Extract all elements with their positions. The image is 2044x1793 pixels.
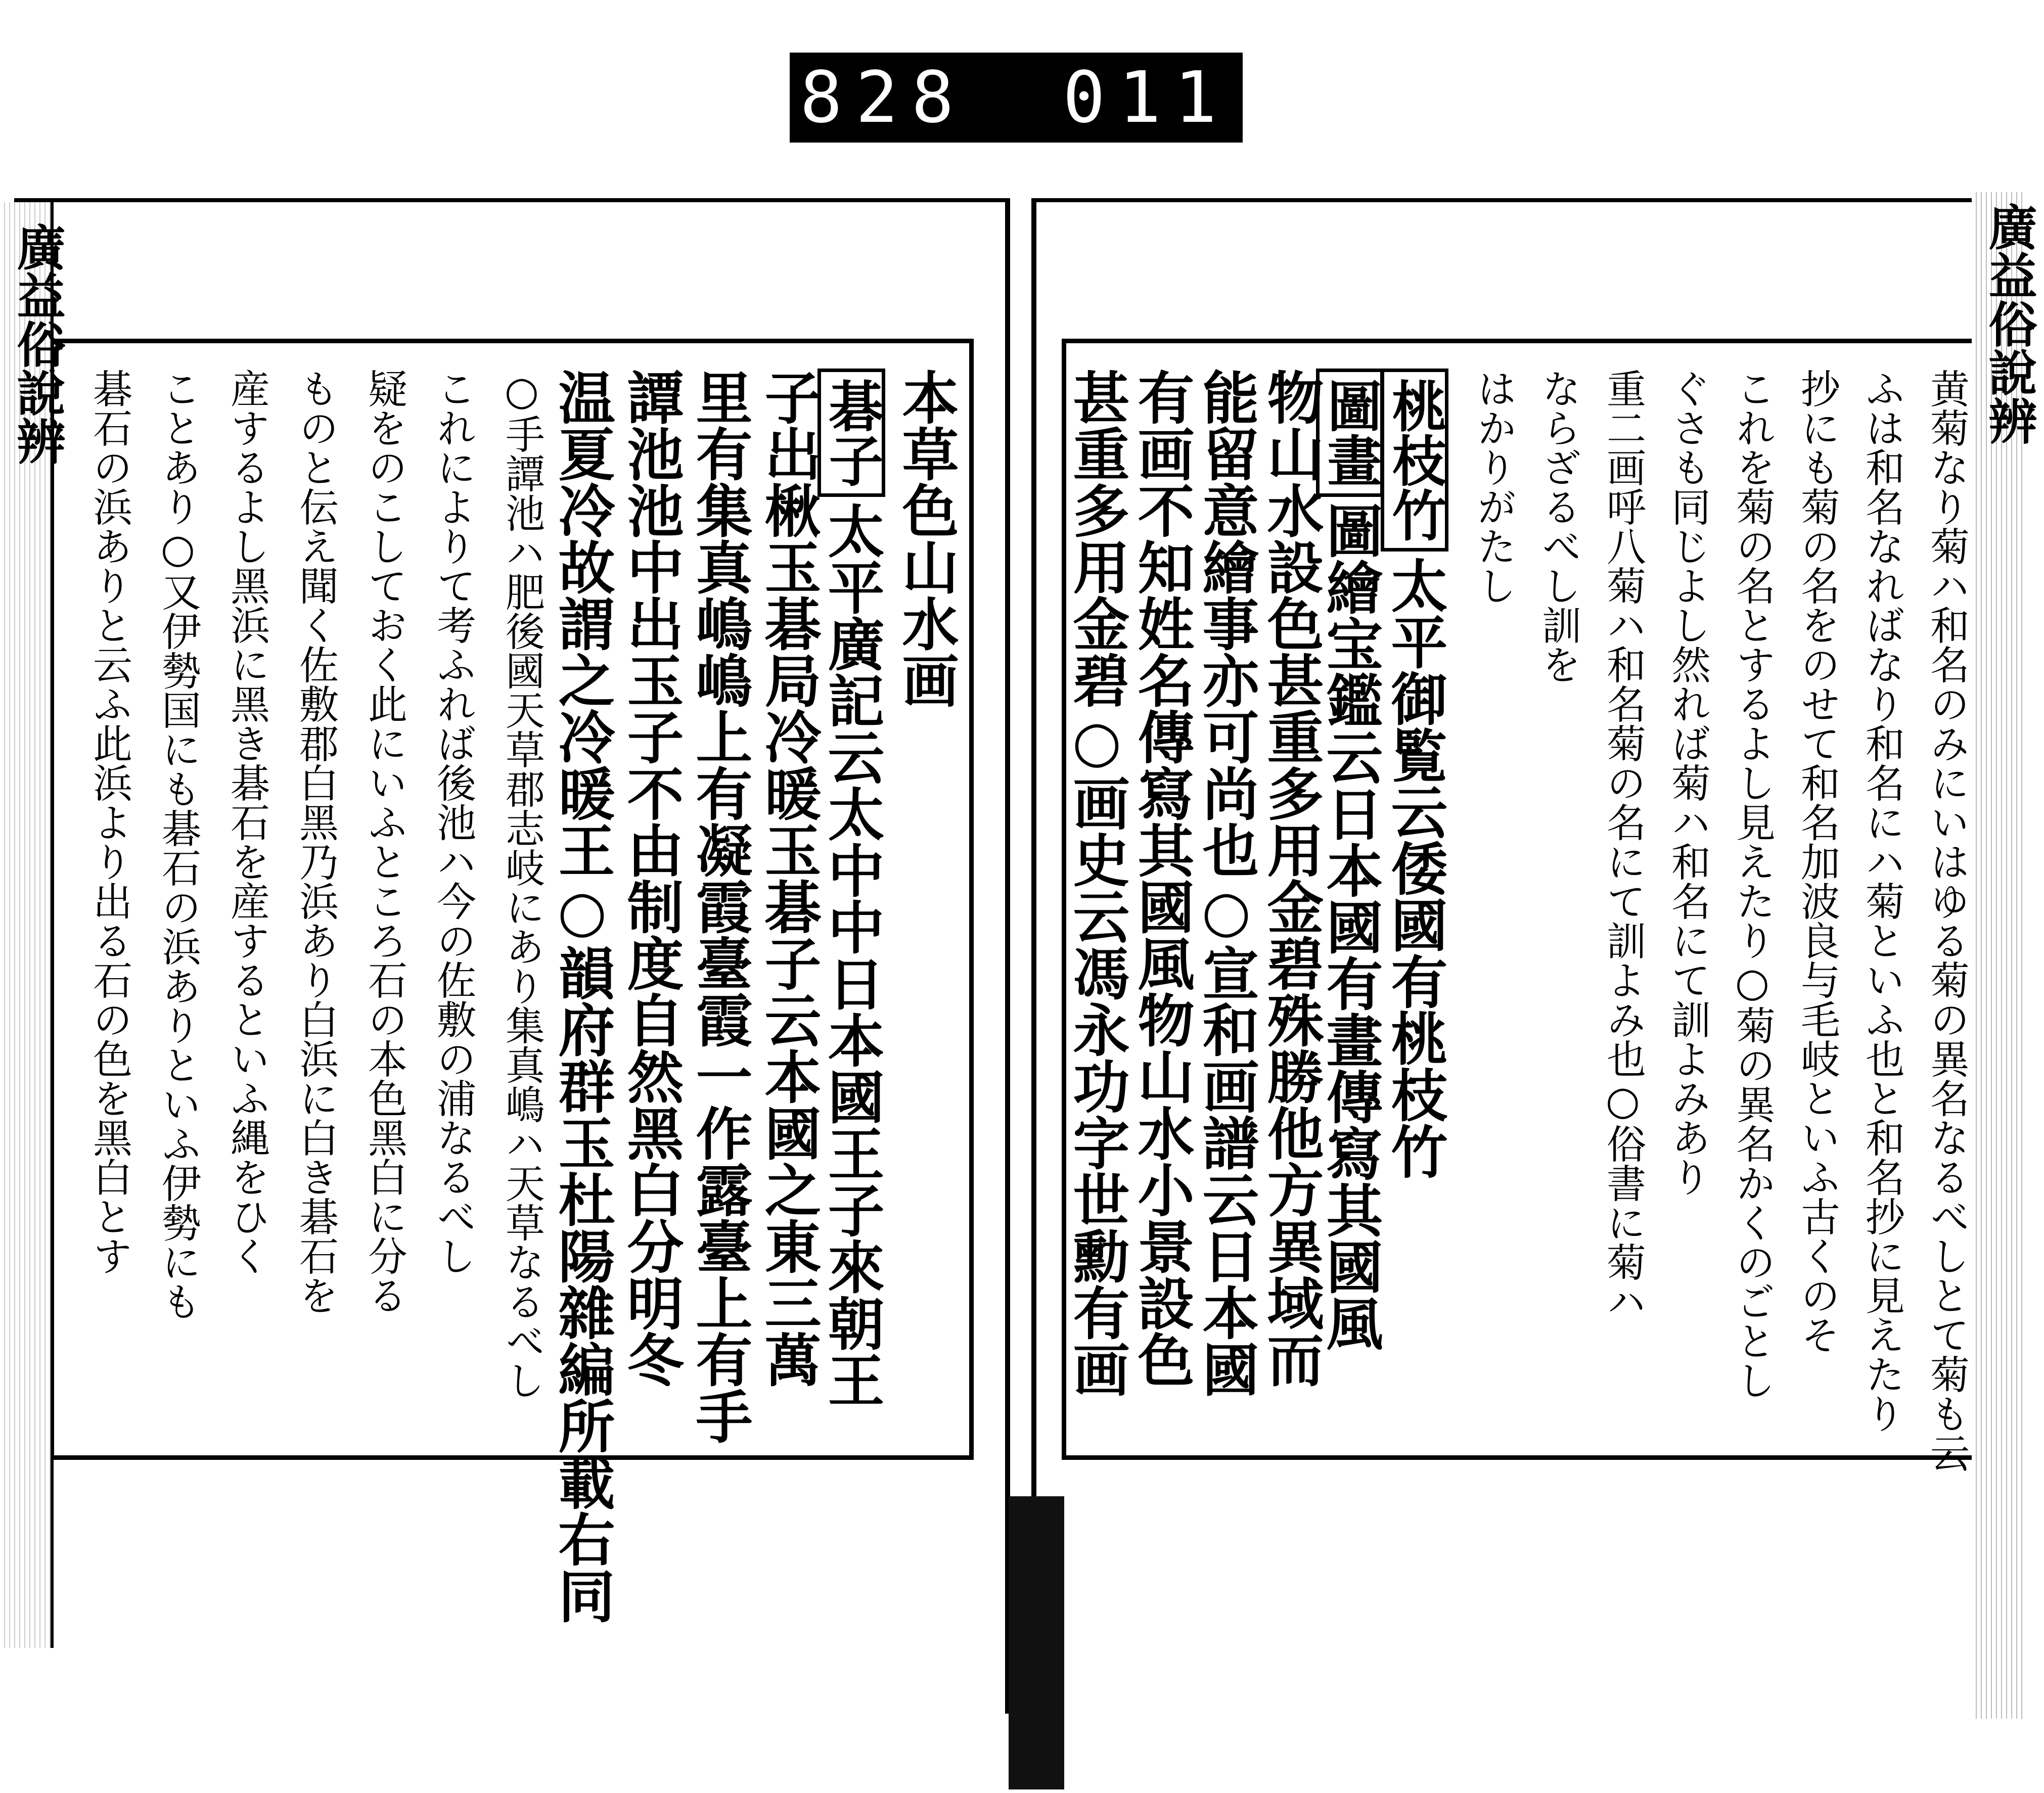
text-column — [687, 369, 753, 1444]
right-margin-title: 廣益俗說辨 — [1981, 202, 2038, 445]
column-text: ふは和名なればなり和名にハ菊といふ也と和名抄に見えたり — [1859, 369, 1904, 1433]
text-column — [817, 369, 885, 1408]
column-text: 物山水設色甚重多用金碧殊勝他方異域而 — [1258, 369, 1324, 1388]
binding-gutter — [1009, 1496, 1064, 1789]
text-column — [1064, 369, 1130, 1397]
right-text-frame — [1062, 339, 1986, 1473]
column-text: これによりて考ふれば後池ハ今の佐敷の浦なるべし — [430, 369, 476, 1275]
text-column — [1316, 369, 1384, 1351]
text-column — [893, 369, 959, 708]
left-book-edge — [0, 202, 66, 1648]
text-column — [1128, 369, 1195, 1388]
text-column — [224, 369, 269, 1275]
archive-number-left: 828 — [800, 57, 967, 139]
column-text: はかりがたし — [1471, 369, 1516, 605]
text-column — [293, 369, 338, 1315]
column-text: 能留意繪事亦可尚也○宣和画譜云日本國 — [1193, 369, 1259, 1397]
text-column — [499, 369, 544, 1400]
column-text: 重二画呼八菊ハ和名菊の名にて訓よみ也○俗書に菊ハ — [1600, 369, 1646, 1321]
column-text: ものと伝え聞く佐敷郡白黑乃浜あり白浜に白き碁石を — [293, 369, 338, 1315]
text-column — [1924, 369, 1969, 1473]
text-column — [361, 369, 407, 1315]
text-column — [549, 369, 615, 1624]
text-column — [618, 369, 684, 1388]
column-text: 太平廣記云太中中日本國王子來朝王 — [819, 502, 885, 1408]
column-text: 疑をのこしておく此にいふところ石の本色黑白に分る — [361, 369, 407, 1315]
column-text: 甚重多用金碧○画史云馮永功字世勳有画 — [1064, 369, 1130, 1397]
column-text: 圖繪宝鑑云日本國有畫傳寫其國風 — [1317, 502, 1383, 1351]
text-column — [1535, 369, 1581, 684]
text-column — [155, 369, 201, 1321]
text-column — [1193, 369, 1259, 1397]
text-column — [430, 369, 476, 1275]
section-heading: 碁子 — [817, 369, 885, 497]
column-text: 碁石の浜ありと云ふ此浜より出る石の色を黑白とす — [86, 369, 132, 1275]
section-heading: 桃枝竹 — [1381, 369, 1448, 551]
text-column — [1665, 369, 1710, 1197]
column-text: 有画不知姓名傳寫其國風物山水小景設色 — [1128, 369, 1195, 1388]
left-margin-title: 廣益俗說辨 — [9, 222, 66, 465]
column-text: ならざるべし訓を — [1535, 369, 1581, 684]
column-text: ことあり○又伊勢国にも碁石の浜ありといふ伊勢にも — [155, 369, 201, 1321]
column-text: 黄菊なり菊ハ和名のみにいはゆる菊の異名なるべしとて菊も云 — [1924, 369, 1969, 1473]
text-column — [1859, 369, 1904, 1433]
column-text: 温夏冷故謂之冷暖王○韻府群玉杜陽雜編所載右同 — [549, 369, 615, 1624]
right-page — [1031, 198, 2007, 1714]
column-text: これを菊の名とするよし見えたり○菊の異名かくのごとし — [1730, 369, 1775, 1400]
column-text: ぐさも同じよし然れば菊ハ和名にて訓よみあり — [1665, 369, 1710, 1197]
section-heading: 圖畫 — [1316, 369, 1384, 497]
text-column — [1258, 369, 1324, 1388]
left-page — [14, 198, 1010, 1714]
right-book-edge — [1972, 192, 2038, 1719]
text-column — [1471, 369, 1516, 605]
column-text: ○手譚池ハ肥後國天草郡志岐にあり集真嶋ハ天草なるべし — [499, 369, 544, 1400]
left-text-frame — [50, 339, 974, 1624]
text-column — [1381, 369, 1448, 1179]
column-text: 里有集真嶋嶋上有凝霞臺霞一作露臺上有手 — [687, 369, 753, 1444]
column-text: 本草色山水画 — [893, 369, 959, 708]
column-text: 譚池池中出玉子不由制度自然黑白分明冬 — [618, 369, 684, 1388]
column-text: 子出楸玉碁局冷暖玉碁子云本國之東三萬 — [755, 369, 822, 1388]
text-column — [755, 369, 822, 1388]
column-text: 産するよし黑浜に黑き碁石を産するといふ縄をひく — [224, 369, 269, 1275]
archive-label — [790, 53, 1243, 143]
text-column — [1794, 369, 1840, 1354]
column-text: 抄にも菊の名をのせて和名加波良与毛岐といふ古くのそ — [1794, 369, 1840, 1354]
text-column — [1730, 369, 1775, 1400]
text-column — [1600, 369, 1646, 1321]
column-text: 太平御覧云倭國有桃枝竹 — [1382, 557, 1448, 1179]
text-column — [86, 369, 132, 1275]
archive-number-right: 011 — [1063, 57, 1230, 139]
